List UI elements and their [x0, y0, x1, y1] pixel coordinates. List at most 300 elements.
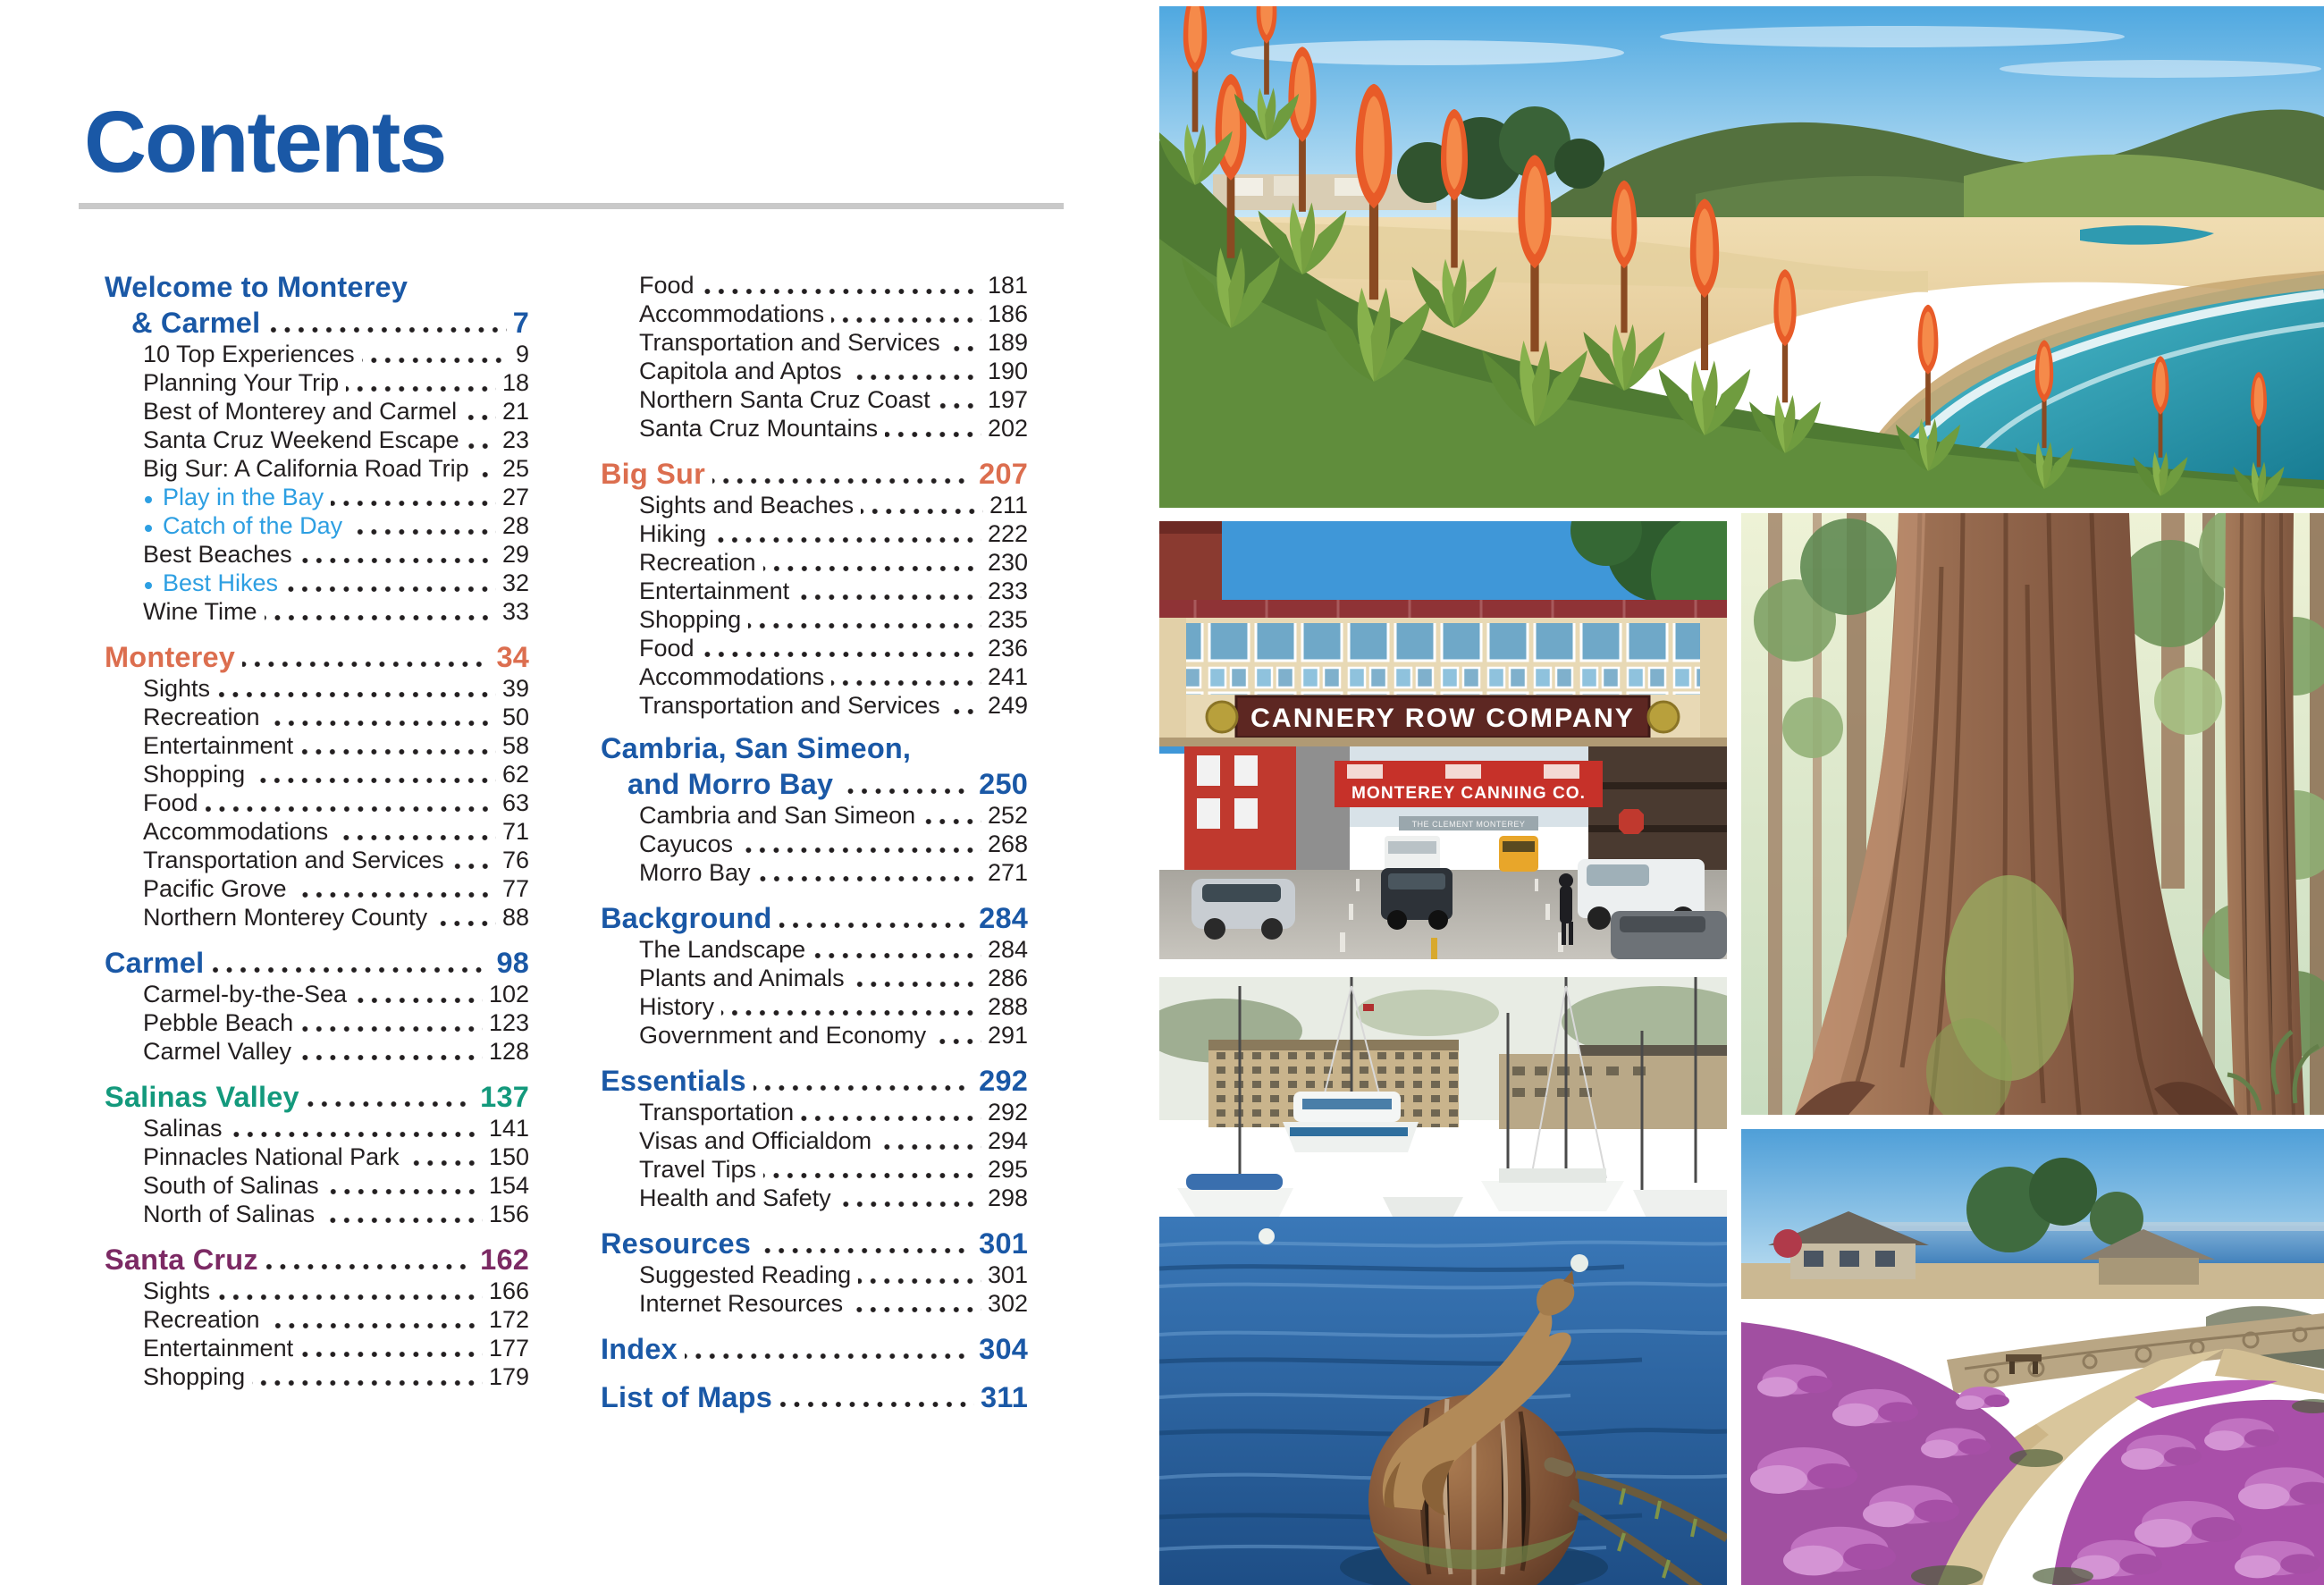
toc-entry [601, 935, 1028, 964]
dot-leader [267, 1320, 483, 1331]
toc-entry-page-number: 233 [987, 578, 1028, 604]
dot-leader [779, 1399, 974, 1410]
toc-entry-page-number: 9 [515, 341, 529, 367]
toc-entry-label: North of Salinas [143, 1201, 316, 1227]
toc-entry-label: Food [639, 635, 695, 662]
toc-entry [601, 1021, 1028, 1050]
toc-entry-label: Cambria and San Simeon [639, 802, 916, 829]
toc-entry-page-number: 32 [501, 569, 529, 596]
toc-entry-page-number: 63 [501, 789, 529, 816]
toc-entry-page-number: 172 [488, 1306, 529, 1333]
toc-entry [105, 426, 529, 454]
toc-entry-page-number: 154 [488, 1172, 529, 1199]
toc-entry [601, 271, 1028, 299]
toc-entry-page-number: 249 [987, 692, 1028, 719]
toc-section-page-number: 284 [979, 902, 1028, 934]
toc-entry [105, 731, 529, 760]
toc-entry-label: Food [143, 789, 198, 816]
toc-entry-label: Transportation and Services [639, 692, 940, 719]
toc-entry [105, 1334, 529, 1362]
toc-entry-label: Shopping [143, 1363, 246, 1390]
toc-entry-label: Pebble Beach [143, 1009, 294, 1036]
toc-entry-label: Play in the Bay [163, 484, 324, 510]
toc-entry-page-number: 33 [501, 598, 529, 625]
toc-section-head [105, 638, 529, 674]
toc-entry-page-number: 189 [987, 329, 1028, 356]
toc-section-page-number: 292 [979, 1065, 1028, 1097]
dot-leader [217, 689, 496, 700]
toc-entry [601, 1126, 1028, 1155]
dot-leader [285, 584, 496, 594]
toc-entry-label: Big Sur: A California Road Trip [143, 455, 469, 482]
toc-entry [105, 1008, 529, 1037]
toc-section-page-number: 34 [496, 641, 529, 673]
toc-entry [105, 540, 529, 569]
toc-section-title: Welcome to Monterey [105, 271, 408, 303]
toc-entry-page-number: 39 [501, 675, 529, 702]
toc-entry [105, 1305, 529, 1334]
toc-entry-page-number: 29 [501, 541, 529, 568]
toc-entry-page-number: 202 [987, 415, 1028, 442]
toc-section-head [105, 304, 529, 340]
toc-section-title: Carmel [105, 947, 205, 979]
toc-entry-label: Pacific Grove [143, 875, 287, 902]
toc-entry [105, 483, 529, 511]
toc-entry-page-number: 58 [501, 732, 529, 759]
toc-entry-label: Entertainment [639, 578, 790, 604]
toc-entry [105, 340, 529, 368]
toc-entry-label: Pinnacles National Park [143, 1143, 400, 1170]
toc-section-page-number: 250 [979, 768, 1028, 800]
toc-section-head [601, 765, 1028, 801]
cannery-row-illustration [1159, 521, 1727, 959]
toc-entry-label: Recreation [639, 549, 756, 576]
toc-entry-page-number: 21 [501, 398, 529, 425]
toc-entry-page-number: 288 [987, 993, 1028, 1020]
toc-entry [105, 511, 529, 540]
toc-entry-label: History [639, 993, 715, 1020]
dot-leader [852, 979, 981, 990]
dot-leader [838, 1199, 981, 1210]
toc-entry-label: Transportation [639, 1099, 795, 1126]
carmel-beach-illustration [1159, 6, 2324, 508]
page-title: Contents [84, 93, 446, 190]
toc-entry [105, 874, 529, 903]
dot-leader [464, 412, 496, 423]
toc-entry [105, 1037, 529, 1066]
toc-entry-label: Shopping [143, 761, 246, 788]
dot-leader [721, 1007, 981, 1018]
toc-entry [601, 1260, 1028, 1289]
dot-leader [938, 400, 981, 411]
toc-entry-page-number: 186 [987, 300, 1028, 327]
toc-entry-page-number: 236 [987, 635, 1028, 662]
toc-entry-label: The Landscape [639, 936, 806, 963]
dot-leader [467, 441, 496, 451]
toc-section-title: Background [601, 902, 772, 934]
toc-entry [105, 569, 529, 597]
redwoods-illustration [1741, 513, 2324, 1115]
dot-leader [335, 832, 496, 843]
dot-leader [217, 1292, 483, 1303]
toc-section-head [601, 899, 1028, 935]
toc-section-title: Index [601, 1333, 678, 1365]
toc-section [105, 271, 529, 626]
dot-leader [702, 286, 981, 297]
toc-section-head [105, 1078, 529, 1114]
toc-entry-label: Visas and Officialdom [639, 1127, 872, 1154]
toc-entry-page-number: 88 [501, 904, 529, 931]
dot-leader [947, 343, 981, 354]
dot-leader [252, 1378, 483, 1388]
bullet-icon [145, 525, 152, 532]
toc-entry-page-number: 123 [488, 1009, 529, 1036]
bullet-icon [145, 582, 152, 589]
toc-entry [105, 703, 529, 731]
toc-entry-label: Internet Resources [639, 1290, 844, 1317]
toc-section [105, 1078, 529, 1228]
toc-entry-label: Transportation and Services [639, 329, 940, 356]
toc-entry [105, 397, 529, 426]
toc-section [601, 732, 1028, 887]
toc-entry [601, 992, 1028, 1021]
dot-leader [294, 889, 496, 900]
toc-entry-label: Entertainment [143, 1335, 294, 1362]
dot-leader [267, 325, 506, 335]
toc-entry-page-number: 230 [987, 549, 1028, 576]
toc-entry [601, 662, 1028, 691]
toc-entry-label: Food [639, 272, 695, 299]
toc-entry [105, 760, 529, 788]
dot-leader [840, 786, 973, 797]
toc-entry-label: Accommodations [143, 818, 329, 845]
toc-entry [601, 1289, 1028, 1318]
toc-entry [105, 1114, 529, 1142]
toc-entry-label: Santa Cruz Weekend Escape [143, 426, 459, 453]
toc-entry-page-number: 268 [987, 830, 1028, 857]
photo-cannery-row [1159, 521, 1727, 959]
toc-entry-page-number: 25 [501, 455, 529, 482]
toc-entry-label: Hiking [639, 520, 707, 547]
toc-section-page-number: 311 [980, 1381, 1028, 1413]
dot-leader [307, 1099, 474, 1109]
dot-leader [206, 804, 496, 814]
dot-leader [740, 845, 981, 856]
toc-section-page-number: 304 [979, 1333, 1028, 1365]
dot-leader [947, 706, 981, 717]
dot-leader [861, 506, 983, 517]
toc-entry-label: Northern Monterey County [143, 904, 428, 931]
dot-leader [331, 498, 496, 509]
toc-section-title: Big Sur [601, 458, 705, 490]
toc-entry-label: Santa Cruz Mountains [639, 415, 879, 442]
toc-entry-page-number: 18 [501, 369, 529, 396]
toc-section [105, 1241, 529, 1391]
toc-entry-page-number: 102 [488, 981, 529, 1007]
dot-leader [685, 1351, 973, 1362]
toc-entry [601, 634, 1028, 662]
toc-entry-page-number: 222 [987, 520, 1028, 547]
toc-section [601, 1330, 1028, 1366]
dot-leader [885, 429, 981, 440]
toc-entry-label: Salinas [143, 1115, 223, 1142]
toc-entry-page-number: 166 [488, 1277, 529, 1304]
toc-entry-page-number: 291 [987, 1022, 1028, 1049]
toc-section-page-number: 137 [480, 1081, 529, 1113]
toc-section-page-number: 301 [979, 1227, 1028, 1260]
toc-entry-label: Health and Safety [639, 1185, 831, 1211]
toc-section-title: & Carmel [131, 307, 261, 339]
toc-entry-label: Sights and Beaches [639, 492, 855, 518]
dot-leader [300, 1024, 483, 1034]
dot-leader [754, 1083, 973, 1093]
title-divider-rule [79, 203, 1064, 209]
toc-entry-label: Government and Economy [639, 1022, 927, 1049]
toc-section-title: Resources [601, 1227, 751, 1260]
dot-leader [763, 1170, 981, 1181]
toc-section-page-number: 207 [979, 458, 1028, 490]
dot-leader [933, 1036, 981, 1047]
toc-entry [105, 454, 529, 483]
dot-leader [763, 563, 981, 574]
toc-section-head [105, 271, 529, 304]
monterey-canning-sign-text: MONTEREY CANNING CO. [1351, 784, 1586, 803]
toc-entry [601, 385, 1028, 414]
toc-entry-page-number: 128 [488, 1038, 529, 1065]
toc-section-title: and Morro Bay [627, 768, 834, 800]
toc-entry [601, 801, 1028, 830]
dot-leader [476, 469, 496, 480]
toc-entry [105, 597, 529, 626]
toc-entry-page-number: 197 [987, 386, 1028, 413]
toc-entry-page-number: 190 [987, 358, 1028, 384]
toc-entry [601, 414, 1028, 443]
toc-entry-page-number: 28 [501, 512, 529, 539]
dot-leader [758, 1245, 973, 1256]
dot-leader [849, 372, 981, 383]
photo-carmel-beach [1159, 6, 2324, 508]
toc-entry-page-number: 23 [501, 426, 529, 453]
toc-section-head [601, 1378, 1028, 1414]
toc-entry-page-number: 284 [987, 936, 1028, 963]
toc-entry [105, 817, 529, 846]
dot-leader [702, 649, 981, 660]
bullet-icon [145, 496, 152, 503]
toc-section-head [601, 1062, 1028, 1098]
toc-entry-label: Cayucos [639, 830, 734, 857]
toc-entry-page-number: 211 [989, 492, 1028, 518]
toc-entry-label: Transportation and Services [143, 847, 444, 873]
toc-entry [601, 577, 1028, 605]
toc-entry-page-number: 150 [488, 1143, 529, 1170]
toc-entry-label: Sights [143, 1277, 211, 1304]
dot-leader [265, 612, 496, 623]
toc-entry-page-number: 235 [987, 606, 1028, 633]
dot-leader [252, 775, 496, 786]
dot-leader [712, 476, 973, 486]
dot-leader [748, 620, 981, 631]
dot-leader [349, 527, 496, 537]
toc-entry-label: Morro Bay [639, 859, 751, 886]
dot-leader [300, 746, 496, 757]
dot-leader [300, 1349, 483, 1360]
toc-entry-label: Entertainment [143, 732, 294, 759]
dot-leader [299, 555, 496, 566]
toc-entry-page-number: 286 [987, 965, 1028, 991]
toc-entry-page-number: 141 [488, 1115, 529, 1142]
toc-column-1 [105, 271, 529, 1391]
toc-entry [601, 491, 1028, 519]
toc-section [601, 1062, 1028, 1212]
photo-harbor-sea-lion [1159, 977, 1727, 1585]
dot-leader [879, 1142, 981, 1152]
toc-entry-label: Northern Santa Cruz Coast [639, 386, 930, 413]
dot-leader [230, 1129, 483, 1140]
toc-entry [601, 1098, 1028, 1126]
toc-entry [601, 299, 1028, 328]
toc-entry-page-number: 50 [501, 704, 529, 730]
dot-leader [451, 861, 496, 872]
dot-leader [407, 1158, 483, 1168]
toc-entry-label: Best Hikes [163, 569, 279, 596]
toc-entry-page-number: 302 [987, 1290, 1028, 1317]
toc-section-title: List of Maps [601, 1381, 772, 1413]
toc-section-page-number: 7 [512, 307, 529, 339]
toc-entry [105, 1142, 529, 1171]
toc-entry-page-number: 301 [987, 1261, 1028, 1288]
toc-entry-page-number: 294 [987, 1127, 1028, 1154]
dot-leader [779, 920, 973, 931]
dot-leader [362, 355, 509, 366]
toc-entry-label: 10 Top Experiences [143, 341, 355, 367]
dot-leader [850, 1304, 981, 1315]
toc-section-page-number: 162 [480, 1244, 529, 1276]
toc-entry [105, 1362, 529, 1391]
harbor-illustration [1159, 977, 1727, 1585]
toc-entry [105, 846, 529, 874]
toc-section-head [601, 732, 1028, 765]
toc-column-2 [601, 271, 1028, 1414]
toc-section-head [601, 455, 1028, 491]
dot-leader [713, 535, 981, 545]
toc-entry [601, 548, 1028, 577]
dot-leader [242, 659, 490, 670]
dot-leader [796, 592, 981, 603]
dot-leader [434, 918, 496, 929]
clement-monterey-sign-text: THE CLEMENT MONTEREY [1411, 820, 1526, 829]
toc-section-title: Essentials [601, 1065, 746, 1097]
toc-entry-page-number: 241 [987, 663, 1028, 690]
toc-entry [105, 368, 529, 397]
toc-entry-label: Recreation [143, 1306, 260, 1333]
toc-entry-page-number: 156 [488, 1201, 529, 1227]
dot-leader [813, 950, 981, 961]
toc-entry [601, 1184, 1028, 1212]
toc-entry-page-number: 77 [501, 875, 529, 902]
toc-entry [601, 519, 1028, 548]
toc-section [601, 899, 1028, 1050]
toc-section-title: Monterey [105, 641, 236, 673]
ice-plant-illustration [1741, 1129, 2324, 1585]
toc-entry [601, 328, 1028, 357]
dot-leader [831, 678, 981, 688]
toc-entry-label: Planning Your Trip [143, 369, 340, 396]
toc-section-head [105, 944, 529, 980]
toc-entry [105, 788, 529, 817]
toc-section-head [601, 1330, 1028, 1366]
dot-leader [858, 1276, 981, 1286]
toc-section-title: Cambria, San Simeon, [601, 732, 912, 764]
toc-section [105, 944, 529, 1066]
toc-section-head [601, 1225, 1028, 1260]
toc-entry-page-number: 271 [987, 859, 1028, 886]
dot-leader [267, 718, 496, 729]
dot-leader [758, 873, 981, 884]
toc-entry [105, 674, 529, 703]
toc-entry-label: Sights [143, 675, 211, 702]
photo-ice-plant-path [1741, 1129, 2324, 1585]
toc-entry-label: Carmel Valley [143, 1038, 292, 1065]
toc-entry-page-number: 298 [987, 1185, 1028, 1211]
toc-entry-label: Recreation [143, 704, 260, 730]
toc-entry [601, 691, 1028, 720]
toc-entry [105, 1277, 529, 1305]
dot-leader [265, 1261, 474, 1272]
toc-entry-label: Best Beaches [143, 541, 292, 568]
toc-section [105, 638, 529, 932]
toc-entry-page-number: 177 [488, 1335, 529, 1362]
toc-entry [105, 1171, 529, 1200]
toc-section-page-number: 98 [496, 947, 529, 979]
toc-entry-page-number: 179 [488, 1363, 529, 1390]
toc-entry-label: Wine Time [143, 598, 257, 625]
dot-leader [922, 816, 981, 827]
dot-leader [346, 384, 496, 394]
toc-entry-label: Capitola and Aptos [639, 358, 842, 384]
toc-entry-label: Accommodations [639, 663, 825, 690]
toc-entry-label: Plants and Animals [639, 965, 845, 991]
toc-entry [601, 964, 1028, 992]
toc-section [601, 1225, 1028, 1318]
toc-entry [601, 357, 1028, 385]
toc-entry [601, 830, 1028, 858]
cannery-row-sign-text: CANNERY ROW COMPANY [1250, 704, 1635, 733]
dot-leader [211, 965, 490, 975]
toc-entry-label: Accommodations [639, 300, 825, 327]
toc-entry-label: Suggested Reading [639, 1261, 852, 1288]
toc-entry-page-number: 76 [501, 847, 529, 873]
dot-leader [322, 1215, 483, 1226]
toc-entry-label: Best of Monterey and Carmel [143, 398, 458, 425]
dot-leader [299, 1052, 483, 1063]
toc-entry-page-number: 62 [501, 761, 529, 788]
toc-section-title: Salinas Valley [105, 1081, 299, 1113]
toc-entry-label: South of Salinas [143, 1172, 319, 1199]
dot-leader [354, 995, 483, 1006]
toc-entry-label: Shopping [639, 606, 742, 633]
toc-entry-page-number: 71 [501, 818, 529, 845]
dot-leader [831, 315, 981, 325]
toc-entry-page-number: 181 [987, 272, 1028, 299]
toc-section [601, 1378, 1028, 1414]
photo-redwoods [1741, 513, 2324, 1115]
toc-section [601, 271, 1028, 443]
toc-entry-page-number: 292 [987, 1099, 1028, 1126]
toc-entry-page-number: 295 [987, 1156, 1028, 1183]
toc-entry-page-number: 252 [987, 802, 1028, 829]
dot-leader [326, 1186, 483, 1197]
toc-entry [105, 1200, 529, 1228]
